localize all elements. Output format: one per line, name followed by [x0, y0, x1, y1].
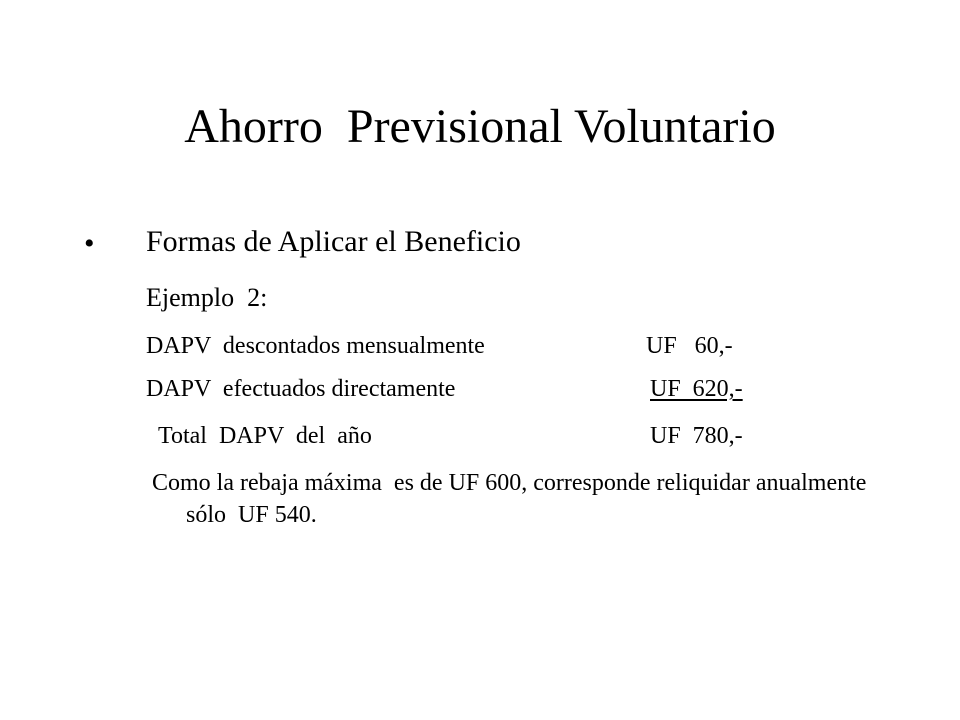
- row-label-total: Total DAPV del año: [158, 423, 372, 449]
- row-amount-descontados: UF 60,-: [646, 333, 733, 359]
- row-amount-efectuados: UF 620,-: [650, 376, 743, 402]
- row-label-descontados: DAPV descontados mensualmente: [146, 333, 485, 359]
- conclusion-note: Como la rebaja máxima es de UF 600, corresponde reliquidar anualmente sólo UF 540.: [152, 470, 879, 528]
- bullet-heading: Formas de Aplicar el Beneficio: [146, 225, 521, 258]
- row-label-efectuados: DAPV efectuados directamente: [146, 376, 456, 402]
- bullet-icon: •: [84, 227, 95, 260]
- example-label: Ejemplo 2:: [146, 283, 268, 312]
- row-amount-total: UF 780,-: [650, 423, 743, 449]
- slide-title: Ahorro Previsional Voluntario: [184, 100, 776, 153]
